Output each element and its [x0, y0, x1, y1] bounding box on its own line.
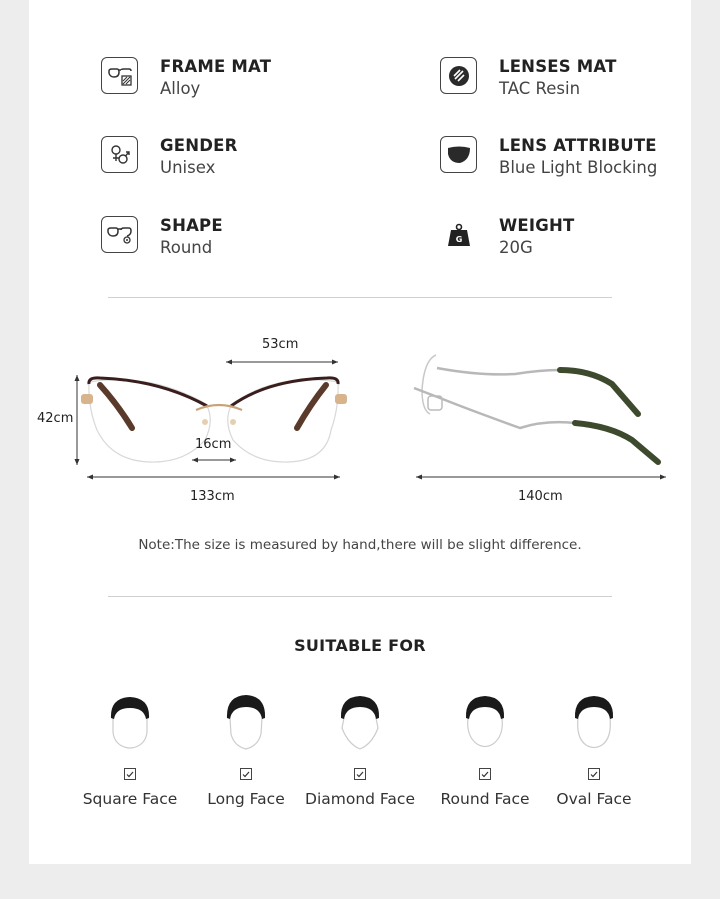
face-option-oval	[529, 692, 659, 808]
size-note: Note:The size is measured by hand,there will be slight difference.	[138, 537, 582, 553]
spec-title: WEIGHT	[499, 216, 575, 235]
face-option-long	[181, 692, 311, 808]
face-silhouette-icon	[463, 692, 507, 752]
face-label: Oval Face	[556, 790, 632, 808]
spec-title: LENSES MAT	[499, 57, 617, 76]
face-silhouette-icon	[572, 692, 616, 752]
lens-width-label: 53cm	[262, 337, 299, 352]
face-label: Diamond Face	[305, 790, 415, 808]
checkbox-icon	[588, 768, 600, 780]
spec-title: LENS ATTRIBUTE	[499, 136, 657, 155]
face-label: Round Face	[440, 790, 530, 808]
spec-value: TAC Resin	[499, 79, 581, 98]
spec-value: Unisex	[160, 158, 216, 177]
face-silhouette-icon	[108, 692, 152, 752]
spec-value: Round	[160, 238, 213, 257]
checkbox-icon	[240, 768, 252, 780]
face-silhouette-icon	[224, 692, 268, 752]
face-label: Long Face	[207, 790, 285, 808]
spec-value: Blue Light Blocking	[499, 158, 658, 177]
temple-length-label: 140cm	[518, 489, 563, 504]
checkbox-icon	[479, 768, 491, 780]
face-label: Square Face	[82, 790, 178, 808]
spec-title: FRAME MAT	[160, 57, 272, 76]
face-option-square	[65, 692, 195, 808]
spec-value: Alloy	[160, 79, 201, 98]
spec-title: SHAPE	[160, 216, 223, 235]
checkbox-icon	[354, 768, 366, 780]
suitable-for-title: SUITABLE FOR	[294, 636, 426, 655]
bridge-width-label: 16cm	[195, 437, 232, 452]
spec-title: GENDER	[160, 136, 238, 155]
frame-width-label: 133cm	[190, 489, 235, 504]
divider	[108, 596, 612, 597]
spec-value: 20G	[499, 238, 533, 257]
svg-text:G: G	[455, 234, 462, 244]
face-option-diamond	[295, 692, 425, 808]
checkbox-icon	[124, 768, 136, 780]
lens-height-label: 42cm	[37, 411, 74, 426]
face-silhouette-icon	[338, 692, 382, 752]
